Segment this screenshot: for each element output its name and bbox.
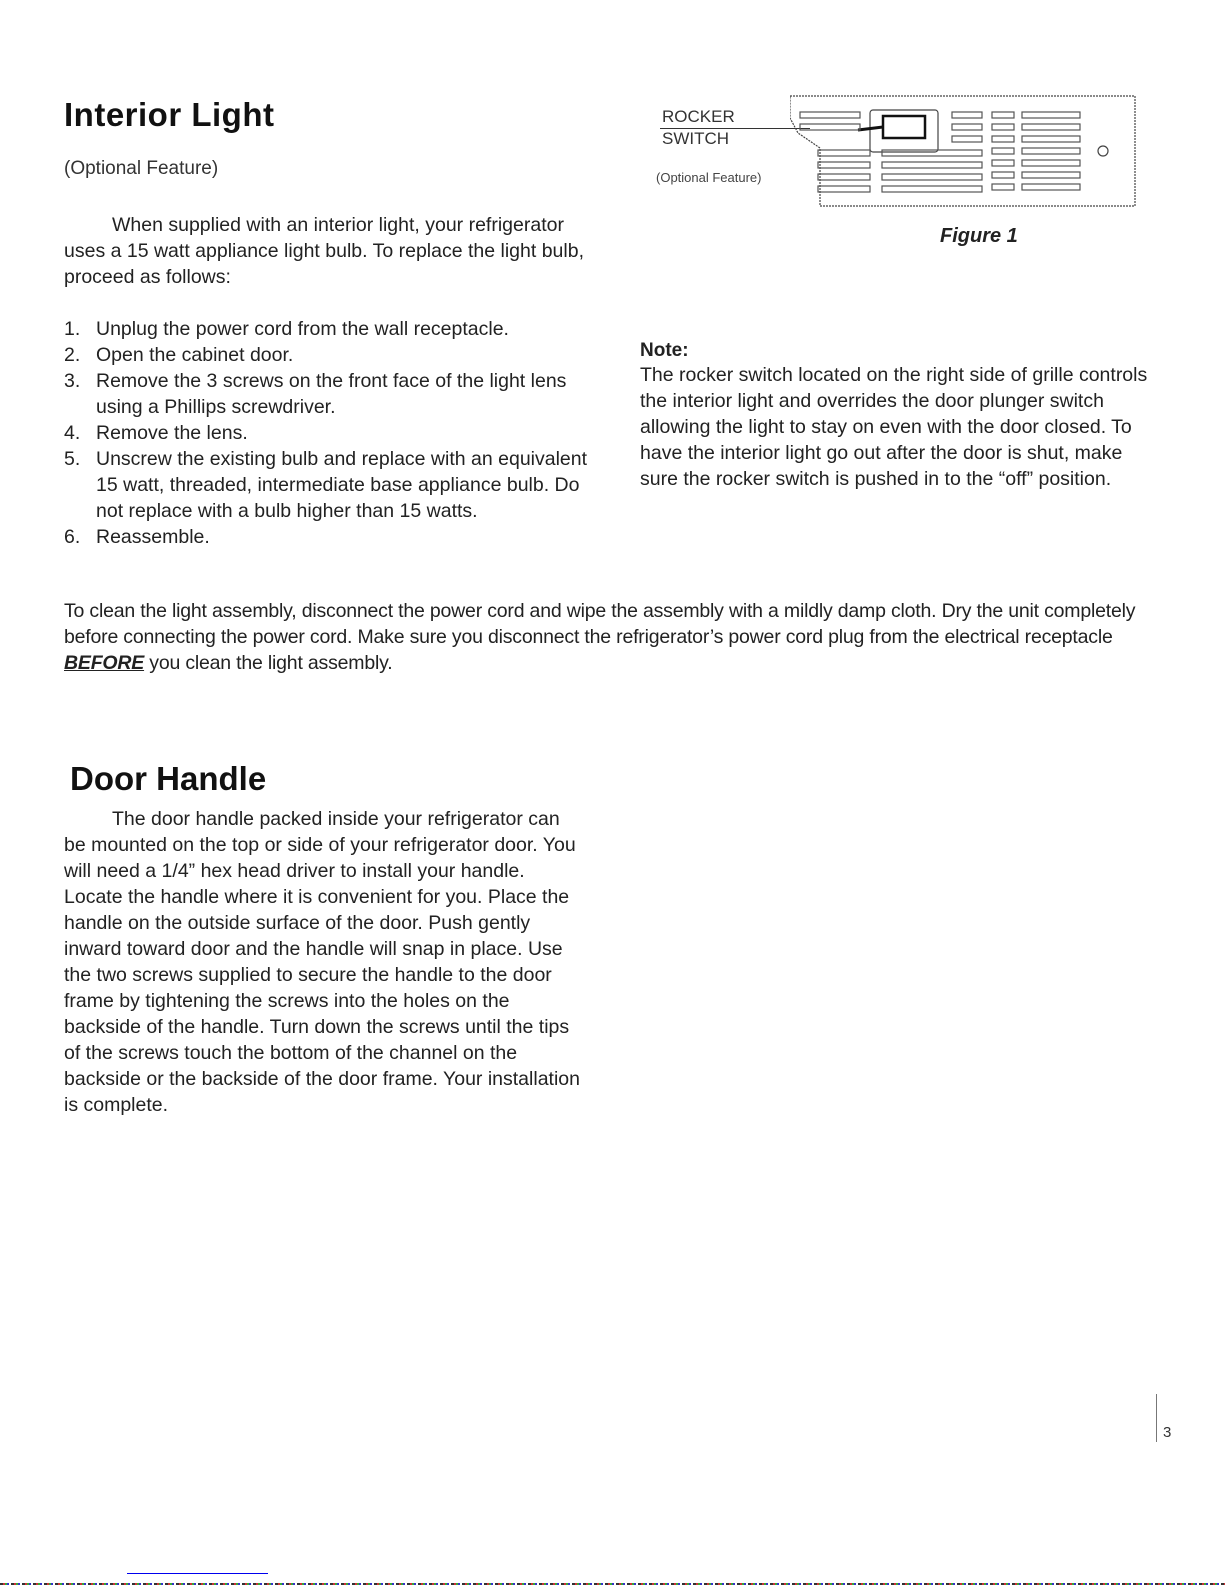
- note-heading: Note:: [640, 340, 689, 361]
- interior-light-heading: Interior Light: [64, 96, 275, 133]
- step-number: 3.: [64, 370, 81, 392]
- step-item: [64, 368, 604, 420]
- figure-caption: Figure 1: [940, 225, 1018, 247]
- step-text: Open the cabinet door.: [96, 344, 294, 366]
- optional-feature-subtitle: (Optional Feature): [64, 158, 219, 179]
- figure-label-optional: (Optional Feature): [656, 170, 762, 185]
- door-handle-text: The door handle packed inside your refrigerator can be mounted on the top or side of your refrigerator door. You will need a 1/4” hex head driver to install your handle. Locate the handle where it is convenient for you. Place the handle on the outside surface of the door. Push gently inward toward door and the handle will snap in place. Use the two screws supplied to secure the handle to the door frame by tightening the screws into the holes on the backside of the handle. Turn down the screws until the tips of the screws touch the bottom of the channel on the backside or the backside of the door frame. Your installation is complete.: [64, 808, 580, 1116]
- step-item: [64, 420, 604, 446]
- step-item: [64, 524, 604, 550]
- step-number: 1.: [64, 318, 81, 340]
- step-text: Remove the lens.: [96, 422, 248, 444]
- door-handle-body: [64, 806, 584, 1118]
- step-number: 5.: [64, 448, 81, 470]
- step-text: Unscrew the existing bulb and replace with an equivalent 15 watt, threaded, intermediate base appliance bulb. Do not replace with a bulb higher than 15 watts.: [96, 448, 588, 522]
- intro-text: When supplied with an interior light, your refrigerator uses a 15 watt appliance light bulb. To replace the light bulb, proceed as follows:: [64, 214, 584, 288]
- grille-illustration: [790, 88, 1140, 218]
- step-number: 2.: [64, 344, 81, 366]
- step-item: [64, 446, 604, 524]
- step-text: Reassemble.: [96, 526, 210, 548]
- step-text: Unplug the power cord from the wall receptacle.: [96, 318, 509, 340]
- step-number: 6.: [64, 526, 81, 548]
- cleaning-emphasis: BEFORE: [64, 652, 145, 674]
- note-body: The rocker switch located on the right side of grille controls the interior light and overrides the door plunger switch allowing the light to stay on even with the door closed. To have the interior light go out after the door is shut, make sure the rocker switch is pushed in to the “off” position.: [640, 364, 1148, 490]
- cleaning-text-1: To clean the light assembly, disconnect the power cord and wipe the assembly with a mildly damp cloth. Dry the unit completely before connecting the power cord. Make sure you disconnect the refrigerator’s power cord plug from the electrical receptacle: [64, 600, 1136, 648]
- page-number: 3: [1163, 1424, 1172, 1441]
- step-number: 4.: [64, 422, 81, 444]
- figure-label-switch: SWITCH: [662, 129, 730, 148]
- cleaning-text-2: you clean the light assembly.: [144, 652, 393, 674]
- cleaning-instructions: [64, 598, 1174, 676]
- page-number-rule: [1156, 1394, 1157, 1442]
- hyperlink-underline[interactable]: [127, 1573, 268, 1574]
- bulb-replacement-steps: [64, 316, 604, 550]
- step-item: [64, 316, 604, 342]
- interior-light-intro: [64, 212, 584, 290]
- step-text: Remove the 3 screws on the front face of the light lens using a Phillips screwdriver.: [96, 370, 567, 418]
- door-handle-heading: Door Handle: [70, 760, 267, 797]
- step-item: [64, 342, 604, 368]
- figure-label-rocker: ROCKER: [662, 107, 735, 126]
